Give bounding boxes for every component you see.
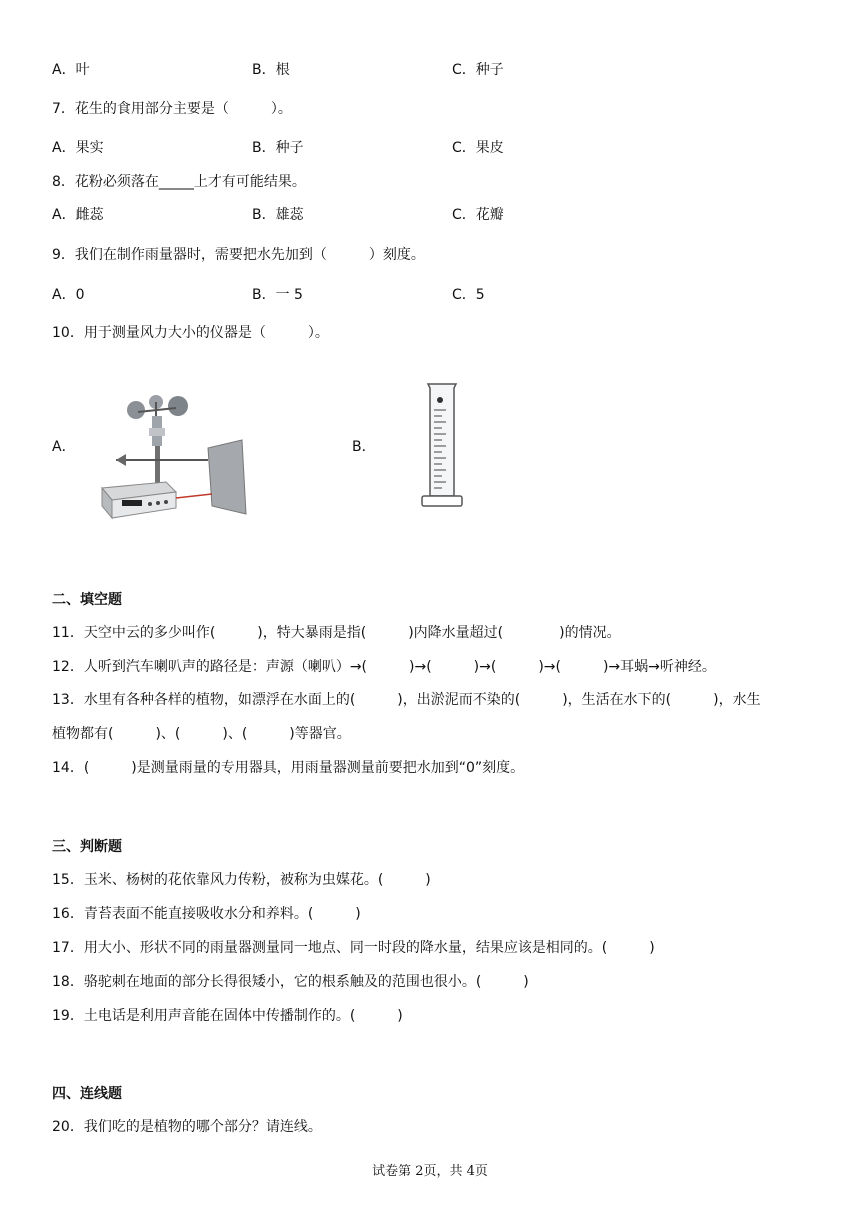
- q13-text-line2: 植物都有( )、( )、( )等器官。: [52, 726, 351, 742]
- q9-option-a: A．0: [52, 287, 85, 303]
- q18-text: 18．骆驼刺在地面的部分长得很矮小，它的根系触及的范围也很小。( ): [52, 974, 529, 990]
- section-fill-in-title: 二、填空题: [52, 592, 122, 608]
- q9-stem: 9．我们在制作雨量器时，需要把水先加到（ ）刻度。: [52, 247, 425, 263]
- q10-option-b: B．: [352, 439, 376, 455]
- q8-option-c: C．花瓣: [452, 207, 504, 223]
- q15-text: 15．玉米、杨树的花依靠风力传粉，被称为虫媒花。( ): [52, 872, 431, 888]
- q9-option-b: B．一 5: [252, 287, 303, 303]
- q13-text-line1: 13．水里有各种各样的植物，如漂浮在水面上的( )，出淤泥而不染的( )，生活在水下的( )，水生: [52, 692, 761, 708]
- q12-text: 12．人听到汽车喇叭声的路径是：声源（喇叭）→( )→( )→( )→( )→耳蜗→听神经。: [52, 659, 716, 675]
- q7-option-c: C．果皮: [452, 140, 504, 156]
- q9-option-c: C．5: [452, 287, 485, 303]
- q7-option-a: A．果实: [52, 140, 104, 156]
- q8-option-a: A．雌蕊: [52, 207, 104, 223]
- section-matching-title: 四、连线题: [52, 1086, 122, 1102]
- q17-text: 17．用大小、形状不同的雨量器测量同一地点、同一时段的降水量，结果应该是相同的。( ): [52, 940, 655, 956]
- page-footer: 试卷第 2页，共 4页: [372, 1164, 488, 1179]
- anemometer-image: [96, 388, 260, 528]
- q8-option-b: B．雄蕊: [252, 207, 304, 223]
- q11-text: 11．天空中云的多少叫作( )，特大暴雨是指( )内降水量超过( )的情况。: [52, 625, 621, 641]
- q6-option-a: A．叶: [52, 62, 90, 78]
- section-true-false-title: 三、判断题: [52, 839, 122, 855]
- measuring-cylinder-image: [418, 380, 466, 512]
- q16-text: 16．青苔表面不能直接吸收水分和养料。( ): [52, 906, 361, 922]
- q14-text: 14．( )是测量雨量的专用器具，用雨量器测量前要把水加到“0”刻度。: [52, 760, 525, 776]
- q7-stem: 7．花生的食用部分主要是（ ）。: [52, 101, 292, 117]
- q6-option-c: C．种子: [452, 62, 504, 78]
- q7-option-b: B．种子: [252, 140, 304, 156]
- q8-stem: 8．花粉必须落在_____上才有可能结果。: [52, 174, 306, 190]
- q10-stem: 10．用于测量风力大小的仪器是（ ）。: [52, 325, 329, 341]
- q6-option-b: B．根: [252, 62, 290, 78]
- q20-text: 20．我们吃的是植物的哪个部分？请连线。: [52, 1119, 322, 1135]
- q19-text: 19．土电话是利用声音能在固体中传播制作的。( ): [52, 1008, 403, 1024]
- q10-option-a: A．: [52, 439, 76, 455]
